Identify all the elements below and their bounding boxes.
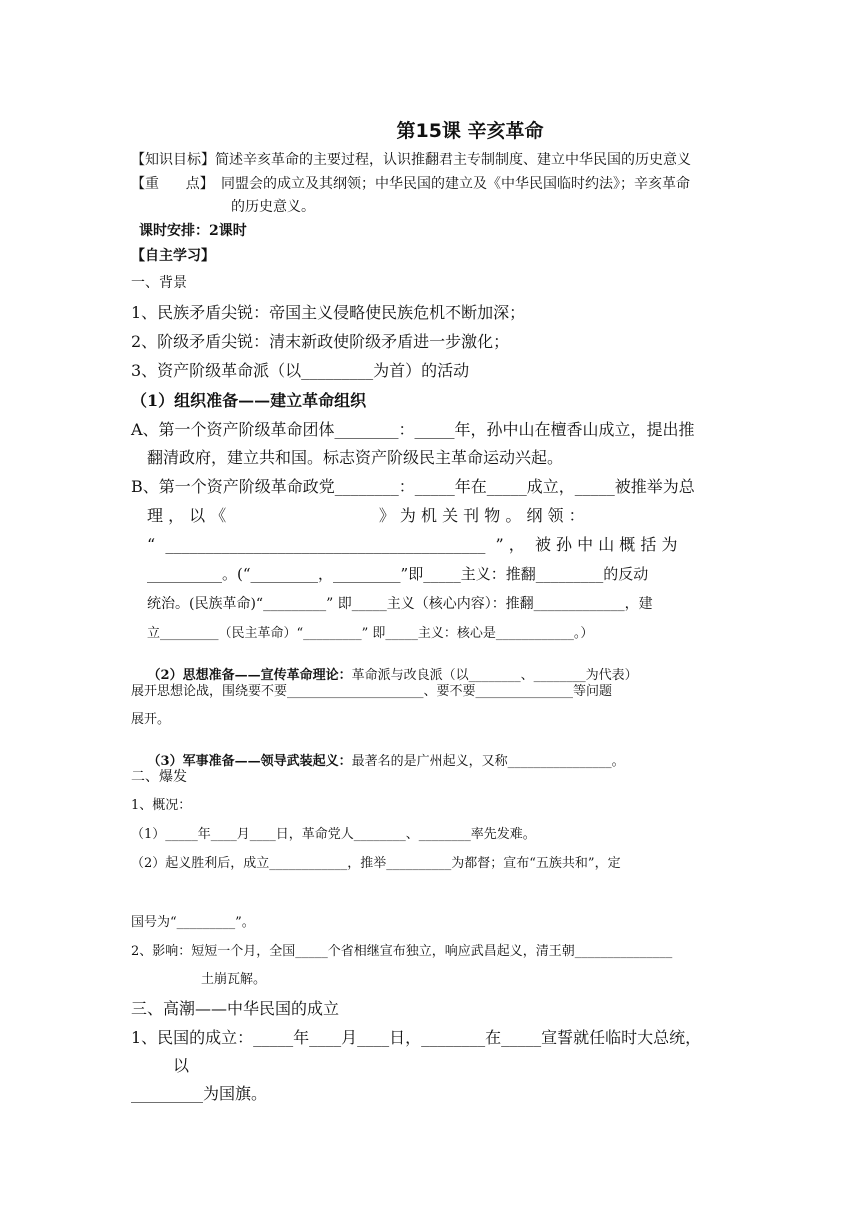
overview-item-1: （1）_____年____月____日，革命党人________、________率先发难。 (131, 827, 536, 842)
founding-line-2: 以 (173, 1056, 190, 1075)
item-b-line-2: 理 ， 以 《 》 为 机 关 刊 物 。 纲 领 ： (147, 506, 585, 525)
prep-military (131, 742, 625, 781)
item-b-line-1: B、第一个资产阶级革命政党________：_____年在_____成立，_____被推举为总 (131, 477, 695, 496)
founding-line-3: _________为国旗。 (131, 1084, 268, 1103)
background-item-2: 2、阶级矛盾尖锐：清末新政使阶级矛盾进一步激化； (131, 332, 510, 351)
prep-ideology-line-3: 展开。 (131, 712, 171, 727)
prep-military-text: 最著名的是广州起义，又称________________。 (351, 754, 625, 769)
section-climax: 三、高潮——中华民国的成立 (131, 999, 340, 1018)
item-b-line-4: __________。(“_________，_________”即_____主义：推翻_________的反动 (147, 565, 649, 583)
item-b-line-6: 立_________（民主革命）“_________” 即_____主义：核心是____________。） (147, 626, 594, 641)
section-background: 一、背景 (131, 275, 187, 291)
founding-line-1: 1、民国的成立：_____年____月____日，________在_____宣誓就任临时大总统， (131, 1028, 702, 1047)
overview-item-2: （2）起义胜利后，成立____________，推举__________为都督；宣布“五族共和”，定 (131, 856, 621, 871)
section-outbreak: 二、爆发 (131, 769, 187, 785)
self-study-heading: 【自主学习】 (131, 248, 215, 264)
background-item-3: 3、资产阶级革命派（以_________为首）的活动 (131, 361, 470, 380)
prep-ideology-text: 革命派与改良派（以________、________为代表） (351, 668, 638, 683)
item-a-line-2: 翻清政府，建立共和国。标志资产阶级民主革命运动兴起。 (147, 448, 564, 467)
page-title: 第15课 辛亥革命 (396, 120, 544, 142)
key-points-line-2: 的历史意义。 (231, 199, 315, 215)
background-item-1: 1、民族矛盾尖锐：帝国主义侵略使民族危机不断加深； (131, 303, 526, 322)
prep-military-heading: （3）军事准备——领导武装起义： (147, 754, 352, 769)
overview-item-2-cont: 国号为“_________”。 (131, 915, 255, 930)
item-b-line-5: 统治。(民族革命)“_________” 即_____主义（核心内容）：推翻_____________，建 (147, 596, 653, 612)
prep-ideology-line-2: 展开思想论战，围绕要不要_____________________、要不要_______________等问题 (131, 684, 613, 699)
class-schedule: 课时安排：2课时 (139, 223, 247, 239)
impact-line-1: 2、影响：短短一个月，全国_____个省相继宣布独立，响应武昌起义，清王朝_______________ (131, 944, 673, 959)
item-a-line-1: A、第一个资产阶级革命团体________：_____年，孙中山在檀香山成立，提出推 (131, 420, 695, 439)
key-points-label: 【重 点】 (131, 176, 214, 192)
prep-organization: （1）组织准备——建立革命组织 (131, 391, 367, 410)
knowledge-goal: 【知识目标】简述辛亥革命的主要过程，认识推翻君主专制制度、建立中华民国的历史意义 (131, 152, 691, 168)
item-b-line-3: “ ________________________________________ ” ， 被 孙 中 山 概 括 为 (147, 535, 678, 554)
impact-line-2: 土崩瓦解。 (201, 972, 267, 987)
key-points-line-1: 同盟会的成立及其纲领；中华民国的建立及《中华民国临时约法》；辛亥革命 (221, 176, 690, 192)
prep-ideology-heading: （2）思想准备——宣传革命理论： (147, 668, 352, 683)
overview-heading: 1、概况： (131, 798, 192, 813)
